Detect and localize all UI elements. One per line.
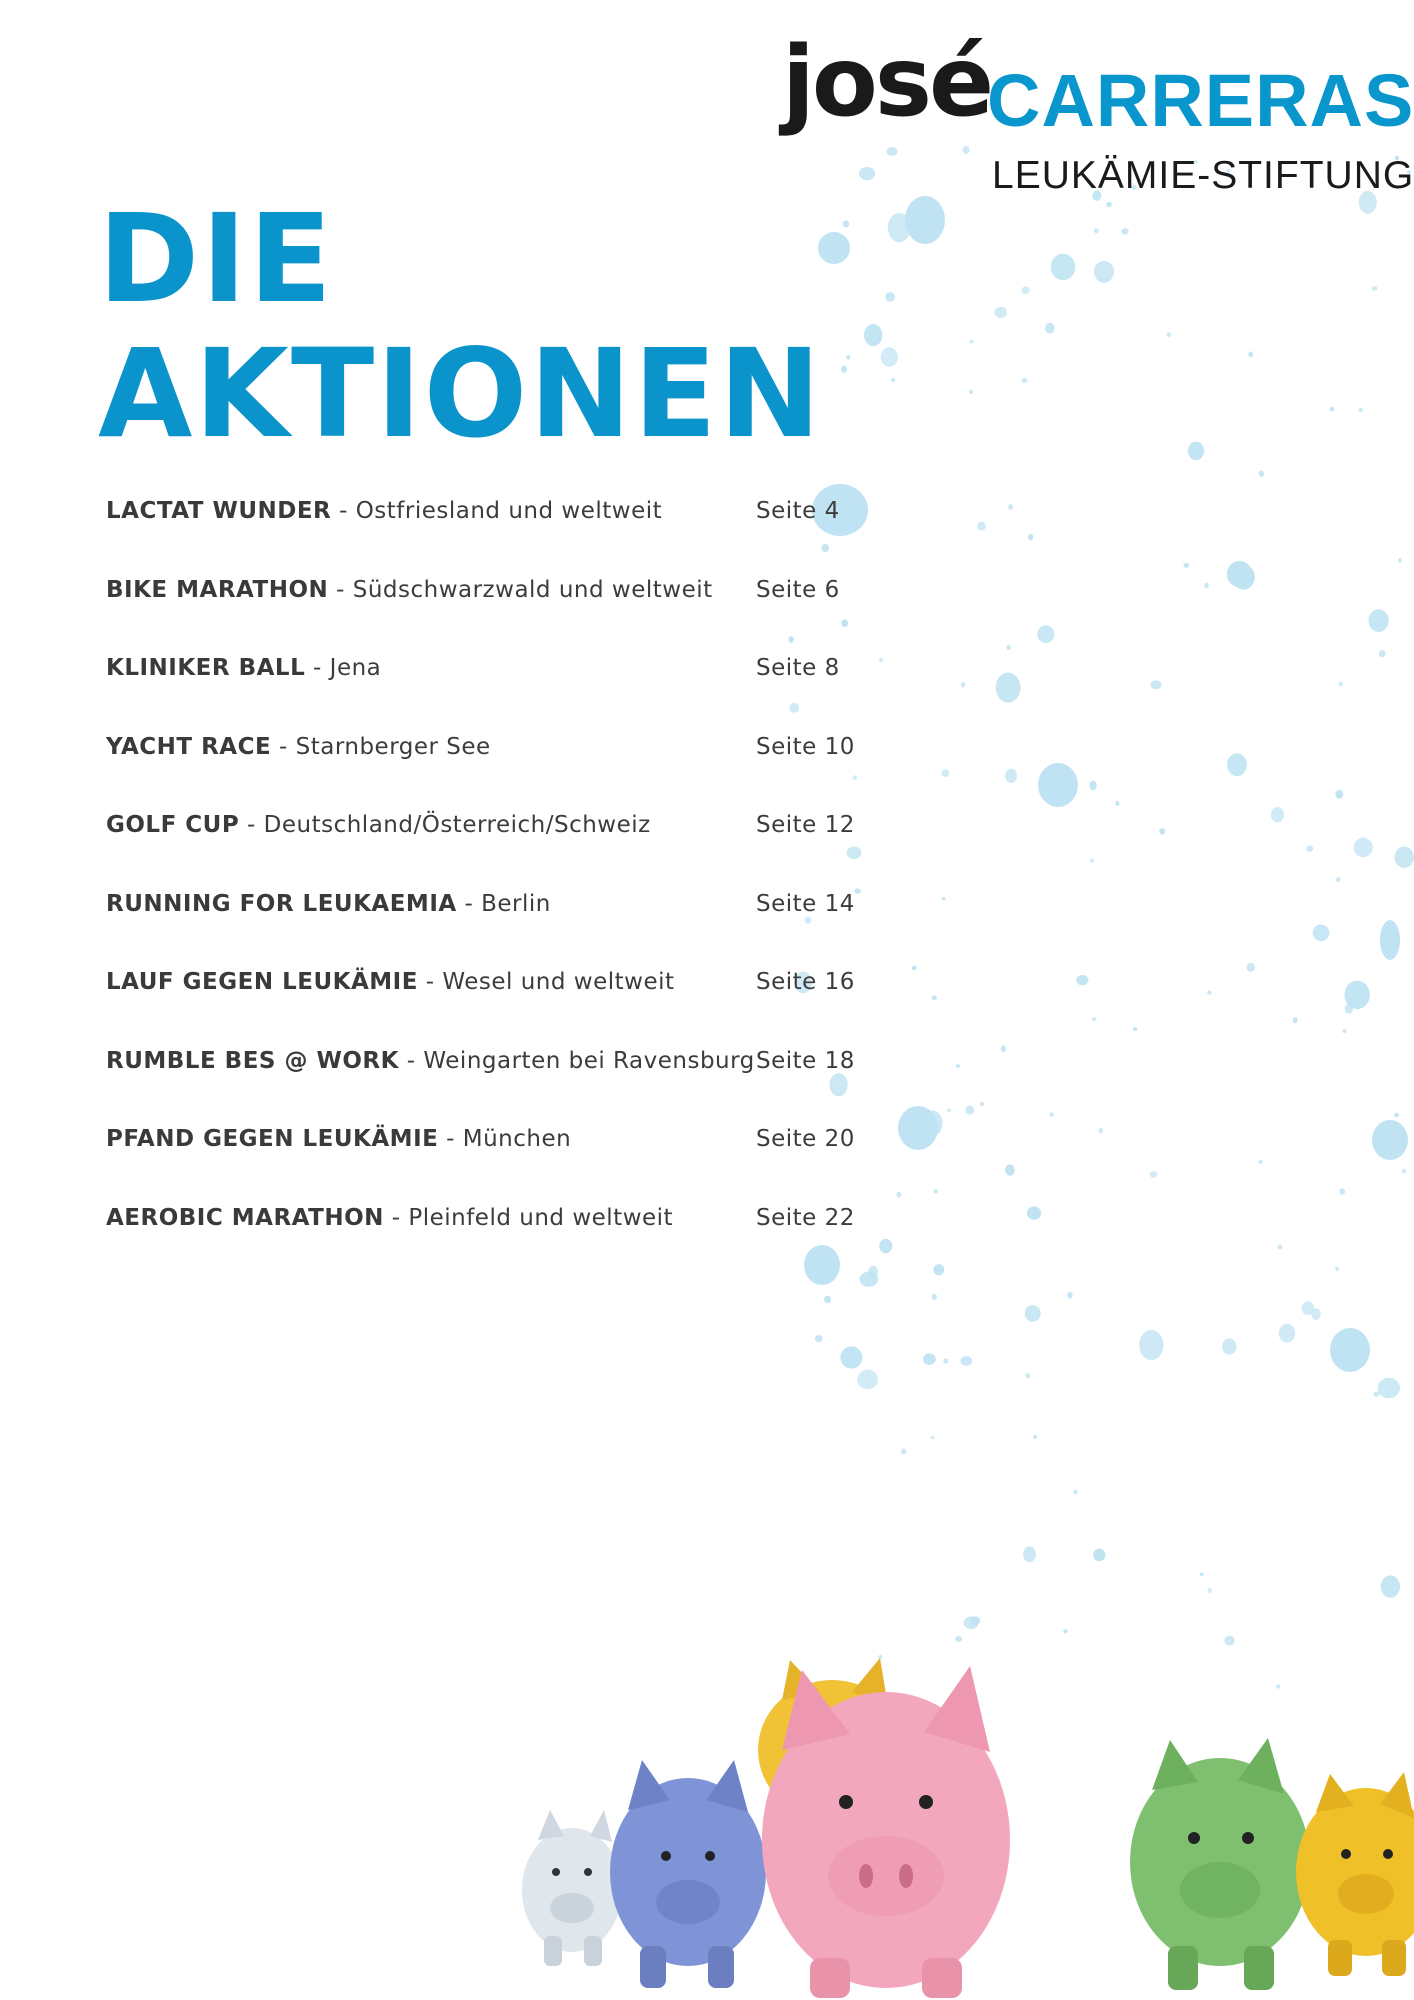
paint-splash-dot [1402,1169,1406,1174]
toc-entry-page: Seite 14 [756,890,855,917]
paint-splash-dot [1359,408,1363,413]
paint-splash-dot [879,658,883,662]
paint-splash-dot [843,220,849,227]
toc-entry-separator: - [398,1047,424,1074]
paint-splash-dot [1076,975,1088,985]
paint-splash-blob [1380,920,1400,960]
carreras-logo [782,26,1414,197]
paint-splash-dot [977,522,985,531]
paint-splash-dot [1247,963,1255,972]
paint-splash-dot [980,1102,984,1106]
paint-splash-dot [1279,1324,1295,1343]
paint-splash-dot [1248,351,1253,357]
toc-entry-page: Seite 12 [756,812,855,838]
paint-splash-dot [1005,1165,1015,1176]
paint-splash-dot [1037,625,1054,643]
toc-entry [106,577,866,656]
paint-splash-dot [1338,682,1343,686]
paint-splash-dot [1005,769,1017,783]
paint-splash-dot [815,1335,823,1342]
paint-splash-dot [1394,1113,1399,1117]
paint-splash-dot [879,1239,892,1254]
paint-splash-dot [868,1266,878,1279]
paint-splash-dot [1115,801,1119,806]
toc-entry-title: PFAND GEGEN LEUKÄMIE [106,1126,439,1152]
paint-splash-dot [1258,1160,1262,1164]
toc-entry-page: Seite 20 [756,1126,855,1152]
paint-splash-dot [1379,650,1386,657]
paint-splash-dot [1342,1029,1346,1033]
paint-splash-dot [1183,563,1189,568]
logo-subtitle: LEUKÄMIE-STIFTUNG [992,154,1414,197]
paint-splash-dot [1335,790,1343,799]
toc-entry [106,812,866,891]
paint-splash-dot [864,324,882,346]
paint-splash-dot [1150,1171,1158,1178]
paint-splash-dot [961,682,966,687]
toc-entry-page: Seite 16 [756,969,855,995]
toc-entry [106,498,866,577]
paint-splash-dot [1330,407,1334,412]
toc-entry [106,655,866,734]
toc-entry-location: Starnberger See [295,733,491,760]
piggy-bank-pink [762,1666,1010,1998]
paint-splash-dot [1092,1017,1096,1021]
paint-splash-dot [1188,442,1204,461]
paint-splash-blob [1038,763,1078,807]
toc-entry-separator: - [383,1204,409,1231]
title-line-1: DIE [98,188,335,330]
paint-splash-dot [1093,1549,1105,1562]
paint-splash-dot [881,347,898,367]
paint-splash-dot [943,1358,948,1363]
toc-entry-separator: - [239,812,264,838]
toc-entry-location: Pleinfeld und weltweit [408,1204,674,1231]
toc-entry-page: Seite 6 [756,576,840,603]
logo-surname: CARRERAS [987,59,1414,142]
paint-splash-dot [1063,1629,1067,1633]
paint-splash-dot [1022,286,1030,294]
paint-splash-dot [1208,1588,1212,1593]
paint-splash-dot [1335,1267,1339,1271]
paint-splash-dot [888,213,911,242]
toc-entry-separator: - [417,969,443,995]
toc-entry-location: Ostfriesland und weltweit [355,498,663,524]
paint-splash-dot [1133,1027,1137,1031]
paint-splash-dot [1227,753,1247,776]
paint-splash-dot [1090,859,1094,863]
paint-splash-dot [1372,286,1378,291]
toc-entry-page: Seite 4 [756,498,840,524]
paint-splash-dot [1278,1244,1283,1249]
toc-entry-title: YACHT RACE [106,733,272,760]
paint-splash-dot [1378,1378,1400,1398]
toc-entry-separator: - [438,1126,463,1152]
paint-splash-dot [1345,1004,1353,1014]
paint-splash-dot [1094,228,1099,233]
paint-splash-dot [896,1192,901,1198]
toc-entry-separator: - [456,890,482,917]
page-title [98,188,823,465]
paint-splash-dot [1339,1188,1345,1195]
paint-splash-dot [1222,1338,1236,1354]
toc-entry-title: BIKE MARATHON [106,576,329,603]
paint-splash-dot [964,1617,979,1630]
paint-splash-dot [1159,828,1165,834]
toc-entry-page: Seite 10 [756,733,855,760]
paint-splash-dot [1200,1573,1204,1577]
paint-splash-dot [933,1264,944,1275]
toc-entry [106,1048,866,1127]
paint-splash-dot [942,897,946,900]
paint-splash-dot [1293,1017,1298,1023]
toc-entry [106,1205,866,1284]
piggy-bank-green [1130,1738,1310,1990]
toc-entry-title: KLINIKER BALL [106,655,306,681]
paint-splash-dot [1306,845,1313,851]
paint-splash-dot [1045,323,1055,334]
toc-entry-page: Seite 8 [756,655,840,681]
paint-splash-dot [1336,877,1341,882]
toc-entry [106,891,866,970]
paint-splash-dot [1394,847,1414,868]
paint-splash-dot [885,292,895,302]
paint-splash-dot [1049,1112,1054,1117]
paint-splash-dot [930,1436,934,1439]
toc-entry-location: Wesel und weltweit [442,969,675,995]
paint-splash-dot [1094,261,1114,283]
toc-entry-location: München [462,1126,572,1152]
toc-entry-title: LACTAT WUNDER [106,498,332,524]
piggy-bank-illustration [520,1640,1414,2000]
toc-entry [106,969,866,1048]
paint-splash-dot [1302,1301,1315,1315]
paint-splash-dot [1099,1128,1103,1133]
piggy-bank-white [522,1810,622,1966]
toc-entry-separator: - [331,498,356,524]
paint-splash-dot [1139,1330,1163,1360]
paint-splash-dot [934,1189,938,1194]
toc-entry-location: Jena [329,655,382,681]
toc-entry-location: Weingarten bei Ravensburg [423,1047,755,1074]
paint-splash-dot [1121,228,1128,234]
toc-entry-title: AEROBIC MARATHON [106,1204,384,1231]
paint-splash-dot [961,1356,973,1366]
paint-splash-dot [1151,680,1162,689]
paint-splash-dot [824,1296,831,1304]
toc-entry-separator: - [271,733,296,760]
toc-entry-separator: - [305,655,330,681]
paint-splash-dot [1368,609,1388,632]
paint-splash-dot [1001,1045,1006,1052]
paint-splash-dot [1028,534,1033,541]
paint-splash-dot [1025,1305,1041,1322]
paint-splash-dot [969,390,973,394]
paint-splash-dot [1089,781,1096,790]
toc-entry-title: LAUF GEGEN LEUKÄMIE [106,969,418,995]
paint-splash-dot [1051,254,1076,280]
paint-splash-dot [941,769,949,777]
paint-splash-dot [912,966,917,970]
piggy-bank-blue [610,1760,766,1988]
paint-splash-dot [965,1106,974,1115]
toc-entry-page: Seite 22 [756,1204,855,1231]
toc-entry [106,734,866,813]
paint-splash-dot [1259,471,1265,477]
paint-splash-dot [923,1353,936,1365]
paint-splash-dot [846,355,850,360]
paint-splash-blob [1330,1328,1370,1372]
toc-entry-title: RUNNING FOR LEUKAEMIA [106,890,457,917]
paint-splash-dot [1205,583,1209,589]
paint-splash-dot [1313,925,1330,942]
toc-entry-page: Seite 18 [756,1047,855,1074]
toc-entry [106,1126,866,1205]
paint-splash-dot [1227,561,1252,587]
paint-splash-dot [996,673,1021,703]
toc-entry-title: RUMBLE BES @ WORK [106,1047,399,1074]
paint-splash-dot [1074,1490,1078,1494]
paint-splash-dot [1106,202,1112,207]
paint-splash-dot [1271,807,1284,822]
paint-splash-dot [932,1294,937,1300]
paint-splash-dot [840,1346,862,1368]
paint-splash-dot [1381,1575,1400,1597]
paint-splash-dot [932,996,937,1001]
paint-splash-dot [956,1064,960,1068]
paint-splash-dot [1067,1292,1072,1299]
table-of-contents [106,498,866,1283]
paint-splash-dot [1354,838,1373,858]
toc-entry-location: Südschwarzwald und weltweit [352,576,713,603]
paint-splash-dot [1026,1373,1030,1378]
paint-splash-dot [857,1370,878,1389]
toc-entry-separator: - [328,576,353,603]
paint-splash-dot [970,340,974,344]
paint-splash-dot [1033,1435,1037,1439]
paint-splash-dot [839,254,843,258]
toc-entry-location: Deutschland/Österreich/Schweiz [263,812,651,838]
paint-splash-blob [905,196,945,244]
paint-splash-dot [922,1110,942,1136]
paint-splash-dot [914,1109,918,1113]
paint-splash-dot [1023,1546,1036,1562]
toc-entry-title: GOLF CUP [106,812,240,838]
paint-splash-dot [947,1109,951,1112]
logo-name: josé [782,26,992,138]
paint-splash-dot [1207,991,1212,995]
paint-splash-dot [1398,558,1402,563]
paint-splash-dot [901,1449,906,1455]
paint-splash-dot [1007,645,1011,650]
title-line-2: AKTIONEN [98,323,823,465]
paint-splash-dot [891,378,895,382]
paint-splash-blob [1372,1120,1408,1160]
piggy-bank-yellow [1296,1772,1414,1976]
paint-splash-dot [1027,1206,1041,1219]
paint-splash-dot [1022,378,1028,383]
paint-splash-dot [1166,332,1171,337]
toc-entry-location: Berlin [481,890,551,917]
paint-splash-dot [995,307,1008,318]
paint-splash-dot [841,366,847,373]
paint-splash-dot [1008,504,1013,510]
